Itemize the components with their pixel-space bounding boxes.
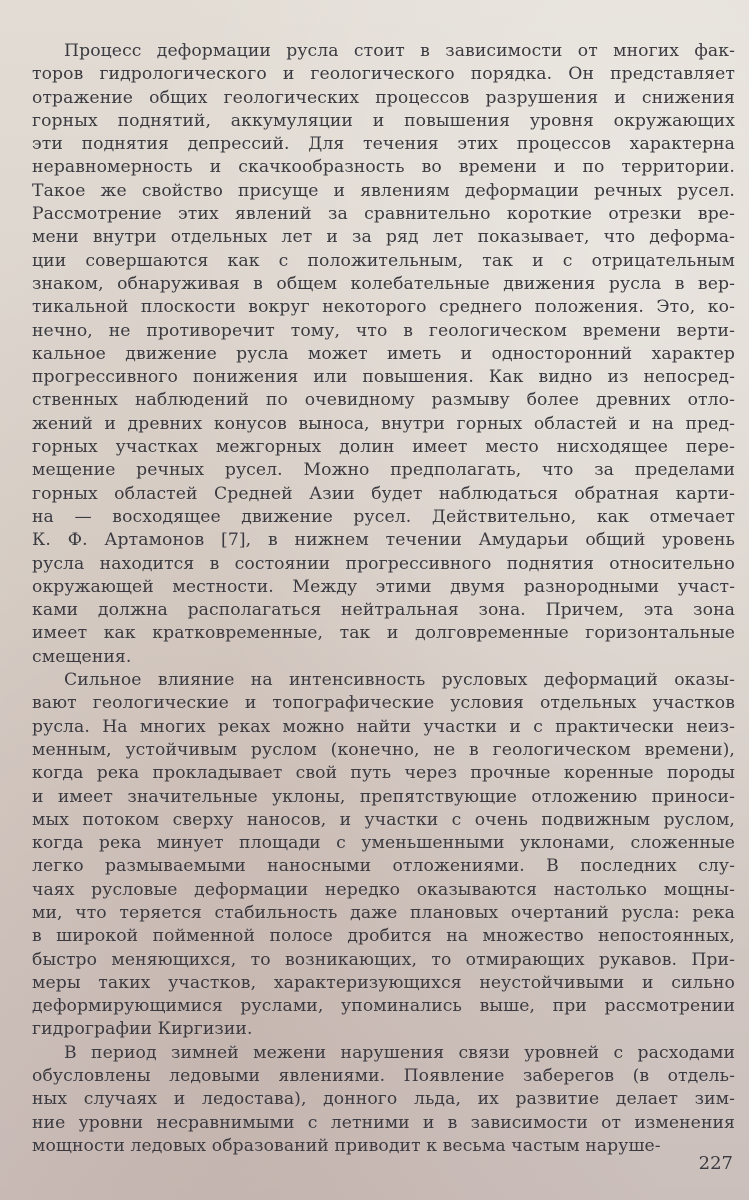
text-line: меры таких участков, характеризующихся неустойчивыми и сильно <box>32 972 735 993</box>
text-line: в широкой пойменной полосе дробится на множество непостоянных, <box>32 926 735 947</box>
text-line: окружающей местности. Между этими двумя разнородными участ- <box>32 576 735 597</box>
text-line: ственных наблюдений по очевидному размыву более древних отло- <box>32 390 735 411</box>
text-line: торов гидрологического и геологического порядка. Он представляет <box>32 64 735 85</box>
text-line: Сильное влияние на интенсивность русловых деформаций оказы- <box>64 670 735 691</box>
text-line: знаком, обнаруживая в общем колебательные движения русла в вер- <box>32 273 735 294</box>
page-body <box>32 40 735 1158</box>
text-line: имеет как кратковременные, так и долговременные горизонтальные <box>32 623 735 644</box>
text-line: когда река прокладывает свой путь через прочные коренные породы <box>32 763 735 784</box>
text-line: ми, что теряется стабильность даже плановых очертаний русла: река <box>32 902 735 923</box>
text-line: русла находится в состоянии прогрессивного поднятия относительно <box>32 553 735 574</box>
text-line: мых потоком сверху наносов, и участки с очень подвижным руслом, <box>32 809 735 830</box>
text-line: быстро меняющихся, то возникающих, то отмирающих рукавов. При- <box>32 949 735 970</box>
text-line: мени внутри отдельных лет и за ряд лет показывает, что деформа- <box>32 227 735 248</box>
text-line: К. Ф. Артамонов [7], в нижнем течении Амударьи общий уровень <box>32 530 735 551</box>
text-line: горных участках межгорных долин имеет место нисходящее пере- <box>32 437 735 458</box>
text-line: Рассмотрение этих явлений за сравнительно короткие отрезки вре- <box>32 204 735 225</box>
paragraph-1 <box>32 40 735 669</box>
text-line: гидрографии Киргизии. <box>32 1019 253 1040</box>
text-line: прогрессивного понижения или повышения. Как видно из непосред- <box>32 367 735 388</box>
text-line: жений и древних конусов выноса, внутри горных областей и на пред- <box>32 413 735 434</box>
paragraph-3 <box>32 1042 735 1158</box>
text-line: менным, устойчивым руслом (конечно, не в геологическом времени), <box>32 739 735 760</box>
text-line: обусловлены ледовыми явлениями. Появление заберегов (в отдель- <box>32 1066 735 1087</box>
text-line: Процесс деформации русла стоит в зависимости от многих фак- <box>64 41 735 61</box>
text-line: горных областей Средней Азии будет наблюдаться обратная карти- <box>32 483 735 504</box>
text-line: легко размываемыми наносными отложениями. В последних слу- <box>32 856 735 877</box>
text-line: отражение общих геологических процессов разрушения и снижения <box>32 87 735 108</box>
page-number: 227 <box>698 1153 733 1174</box>
text-line: эти поднятия депрессий. Для течения этих процессов характерна <box>32 134 735 155</box>
text-line: Такое же свойство присуще и явлениям деформации речных русел. <box>32 180 735 201</box>
text-line: мещение речных русел. Можно предполагать, что за пределами <box>32 460 735 481</box>
text-line: тикальной плоскости вокруг некоторого среднего положения. Это, ко- <box>32 297 735 318</box>
text-line: ции совершаются как с положительным, так и с отрицательным <box>32 250 735 271</box>
text-line: неравномерность и скачкообразность во времени и по территории. <box>32 157 735 178</box>
text-line: на — восходящее движение русел. Действительно, как отмечает <box>32 506 735 527</box>
text-line: ных случаях и ледостава), донного льда, их развитие делает зим- <box>32 1089 735 1110</box>
text-line: вают геологические и топографические условия отдельных участков <box>32 693 735 714</box>
paragraph-2 <box>32 669 735 1042</box>
text-line: мощности ледовых образований приводит к весьма частым наруше- <box>32 1135 661 1156</box>
text-line: когда река минует площади с уменьшенными уклонами, сложенные <box>32 833 735 854</box>
text-line: чаях русловые деформации нередко оказываются настолько мощны- <box>32 879 735 900</box>
text-line: русла. На многих реках можно найти участки и с практически неиз- <box>32 716 735 737</box>
text-line: и имеет значительные уклоны, препятствующие отложению приноси- <box>32 786 735 807</box>
text-line: ние уровни несравнимыми с летними и в зависимости от изменения <box>32 1112 735 1133</box>
text-line: кальное движение русла может иметь и односторонний характер <box>32 343 735 364</box>
text-line: деформирующимися руслами, упоминались выше, при рассмотрении <box>32 996 735 1017</box>
text-line: горных поднятий, аккумуляции и повышения уровня окружающих <box>32 110 735 131</box>
text-line: ками должна располагаться нейтральная зона. Причем, эта зона <box>32 600 735 621</box>
text-line: нечно, не противоречит тому, что в геологическом времени верти- <box>32 320 735 341</box>
text-line: В период зимней межени нарушения связи уровней с расходами <box>64 1042 735 1063</box>
text-line: смещения. <box>32 646 132 667</box>
